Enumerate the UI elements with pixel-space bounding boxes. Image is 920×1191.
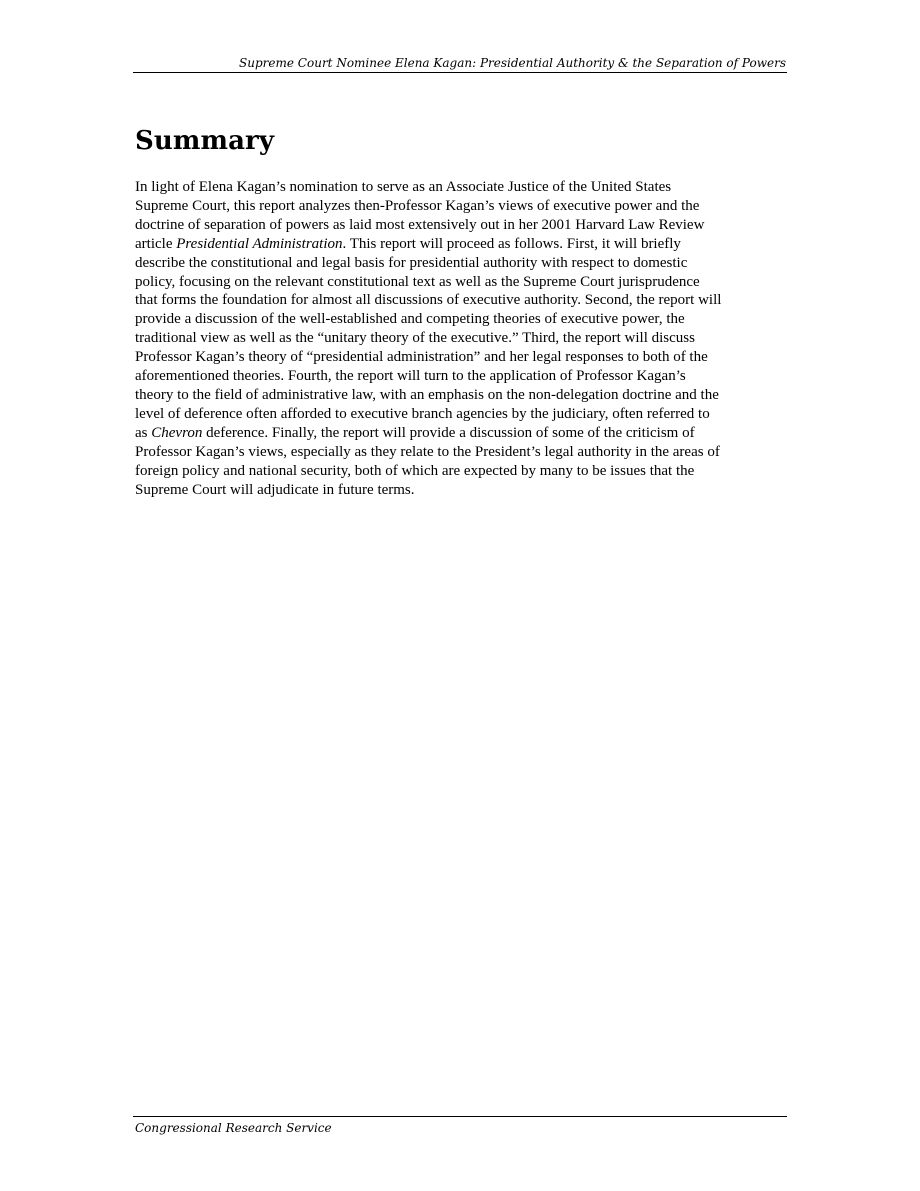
paragraph-line: level of deference often afforded to executive branch agencies by the judiciary, often referred to bbox=[135, 405, 710, 422]
paragraph-line: aforementioned theories. Fourth, the report will turn to the application of Professor Kagan’s bbox=[135, 368, 686, 385]
paragraph-line: Supreme Court will adjudicate in future terms. bbox=[135, 481, 415, 498]
article-title: Presidential Administration bbox=[176, 235, 343, 252]
line-text: article bbox=[135, 235, 177, 252]
section-heading: Summary bbox=[135, 126, 275, 156]
paragraph-line: provide a discussion of the well-established and competing theories of executive power, the bbox=[135, 311, 685, 328]
footer-divider bbox=[133, 1116, 787, 1117]
paragraph-line: foreign policy and national security, both of which are expected by many to be issues that the bbox=[135, 462, 695, 479]
paragraph-line: doctrine of separation of powers as laid most extensively out in her 2001 Harvard Law Review bbox=[135, 216, 705, 233]
running-header: Supreme Court Nominee Elena Kagan: Presidential Authority & the Separation of Powers bbox=[239, 56, 786, 70]
paragraph-line: Professor Kagan’s views, especially as they relate to the President’s legal authority in the areas of bbox=[135, 443, 720, 460]
line-text: deference. Finally, the report will provide a discussion of some of the criticism of bbox=[202, 424, 695, 441]
paragraph-line: traditional view as well as the “unitary theory of the executive.” Third, the report will discuss bbox=[135, 330, 695, 347]
paragraph-line bbox=[135, 235, 795, 254]
paragraph-line: In light of Elena Kagan’s nomination to serve as an Associate Justice of the United States bbox=[135, 179, 672, 195]
paragraph-line: describe the constitutional and legal basis for presidential authority with respect to domestic bbox=[135, 254, 688, 271]
line-text: as bbox=[135, 424, 152, 441]
running-footer: Congressional Research Service bbox=[135, 1121, 332, 1135]
summary-paragraph bbox=[135, 178, 795, 499]
paragraph-line: Professor Kagan’s theory of “presidential administration” and her legal responses to both of the bbox=[135, 349, 708, 366]
header-divider bbox=[133, 72, 787, 73]
line-text: . This report will proceed as follows. First, it will briefly bbox=[342, 235, 681, 252]
paragraph-line bbox=[135, 424, 795, 443]
paragraph-line: policy, focusing on the relevant constitutional text as well as the Supreme Court jurisprudence bbox=[135, 273, 700, 290]
paragraph-line: theory to the field of administrative law, with an emphasis on the non-delegation doctrine and the bbox=[135, 386, 719, 403]
paragraph-line: that forms the foundation for almost all discussions of executive authority. Second, the report will bbox=[135, 292, 722, 309]
case-name: Chevron bbox=[151, 424, 203, 441]
paragraph-line: Supreme Court, this report analyzes then-Professor Kagan’s views of executive power and the bbox=[135, 197, 700, 214]
